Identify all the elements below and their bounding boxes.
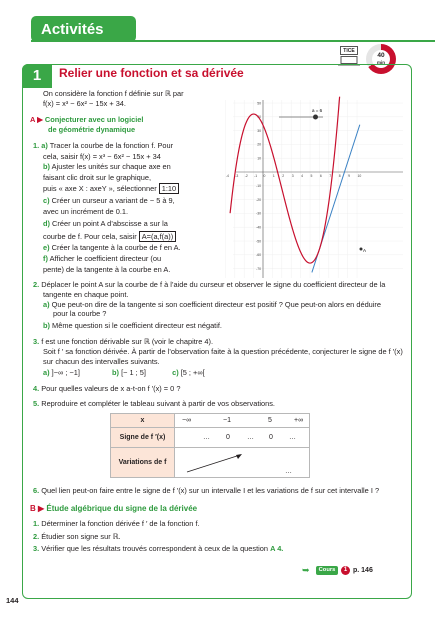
y-tick-label: 20 <box>257 142 261 147</box>
part-b-questions <box>33 518 408 556</box>
x-tick-label: 5 <box>310 174 313 178</box>
q1b-label: b) <box>43 162 50 172</box>
table-row-sign <box>111 428 310 448</box>
b3-text: Vérifier que les résultats trouvés correspondent à ceux de la question <box>41 544 269 553</box>
q1a-label: a) <box>41 141 48 150</box>
activity-title: Relier une fonction et sa dérivée <box>59 66 244 80</box>
graph-background <box>233 100 403 278</box>
slider-label: a = 6 <box>312 108 323 113</box>
sign-zero-2: 0 <box>269 434 273 441</box>
part-b-letter: B <box>30 504 36 513</box>
question-1 <box>33 141 233 275</box>
q2b-label: b) <box>43 321 50 331</box>
part-b-title: Étude algébrique du signe de la dérivée <box>46 504 198 513</box>
function-graph <box>225 100 403 278</box>
x-tick-label: 2 <box>282 174 285 178</box>
table-row-variation <box>111 448 310 478</box>
x-tick-label: 7 <box>329 174 332 178</box>
q1b-line-2: faisant clic droit sur le graphique, <box>43 172 152 182</box>
part-a-title-1: Conjecturer avec un logiciel <box>44 115 144 124</box>
q1d-line-2: courbe de f. Pour cela, saisir <box>43 231 137 241</box>
x-tick-label: -2 <box>244 174 248 178</box>
intro <box>43 89 233 109</box>
b2-text: Étudier son signe sur ℝ. <box>41 531 121 541</box>
y-tick-label: -70 <box>256 266 261 271</box>
x-tick-label: -3 <box>235 174 239 178</box>
b1-number: 1. <box>33 519 40 528</box>
axis-ratio-box: 1:10 <box>159 183 179 194</box>
y-tick-label: 30 <box>257 128 261 133</box>
q1e-line-1: Créer la tangente à la courbe de f en A. <box>51 243 181 253</box>
point-a-label: A <box>363 248 367 253</box>
y-tick-label: -40 <box>256 225 261 230</box>
table-row-x <box>111 414 310 428</box>
x-minus-inf: −∞ <box>182 417 192 424</box>
q3a-interval: ]−∞ ; −1] <box>51 368 80 378</box>
x-tick-label: -4 <box>225 174 229 178</box>
q1d-label: d) <box>43 219 50 229</box>
q2-line-2: tangente en chaque point. <box>43 289 129 299</box>
x-tick-label: 1 <box>272 174 275 178</box>
sign-cell-2: … <box>247 434 254 441</box>
page-ref[interactable]: p. 146 <box>353 567 373 574</box>
sign-cell-1: … <box>203 434 210 441</box>
header-rule <box>31 40 435 42</box>
table-sign-header: Signe de f ′(x) <box>111 428 175 448</box>
q1c-line-1: Créer un curseur a variant de − 5 à 9, <box>51 195 175 205</box>
x-tick-label: 6 <box>319 174 322 178</box>
q2a-label: a) <box>43 299 50 309</box>
x-tick-label: 0 <box>263 174 266 178</box>
b3-number: 3. <box>33 544 40 553</box>
decreasing-arrow-icon <box>185 451 245 475</box>
slider-handle[interactable] <box>313 115 318 120</box>
q4-text: Pour quelles valeurs de x a-t-on f ′(x) = 0 ? <box>41 384 181 393</box>
y-tick-label: 40 <box>257 115 261 120</box>
q1f-line-2: pente) de la tangente à la courbe en A. <box>43 264 171 274</box>
intro-line-1: On considère la fonction f définie sur ℝ par <box>43 89 184 98</box>
triangle-icon: ▶ <box>35 115 45 124</box>
cours-number[interactable]: 1 <box>341 566 350 575</box>
question-3 <box>33 337 408 378</box>
q3-line-1: f est une fonction dérivable sur ℝ (voir le chapitre 4). <box>41 337 214 346</box>
y-tick-label: -50 <box>256 239 261 244</box>
q1b-line-1: Ajuster les unités sur chaque axe en <box>51 162 171 172</box>
part-a-title-2: de géométrie dynamique <box>48 124 136 134</box>
arrow-icon: ➥ <box>302 565 310 575</box>
y-tick-label: -20 <box>256 197 261 202</box>
q3b-label: b) <box>112 368 120 378</box>
x-tick-label: 4 <box>301 174 303 178</box>
part-b-heading <box>30 504 330 515</box>
y-tick-label: -60 <box>256 253 261 258</box>
question-4 <box>33 384 408 394</box>
x-tick-label: 9 <box>348 174 350 178</box>
q2a-line-2: pour la courbe ? <box>53 309 107 319</box>
y-tick-label: -10 <box>256 184 261 189</box>
q1d-line-1: Créer un point A d’abscisse a sur la <box>52 219 168 229</box>
y-tick-label: 50 <box>257 101 261 106</box>
table-variation-values <box>175 448 310 478</box>
intro-line-2: f(x) = x³ − 6x² − 15x + 34. <box>43 98 126 108</box>
point-command-box: A=(a,f(a)) <box>139 231 176 242</box>
q1a-line-2: cela, saisir f(x) = x³ − 6x² − 15x + 34 <box>43 151 161 161</box>
q2-number: 2. <box>33 280 40 289</box>
q1c-label: c) <box>43 195 50 205</box>
y-tick-label: -30 <box>256 211 261 216</box>
q3-number: 3. <box>33 337 40 346</box>
q3-line-3: sur chacun des intervalles suivants. <box>43 356 160 366</box>
question-5 <box>33 399 408 409</box>
duration-value: 40 <box>377 52 385 59</box>
cours-badge[interactable]: Cours <box>316 566 338 575</box>
x-tick-label: 3 <box>291 174 294 178</box>
q1c-line-2: avec un incrément de 0.1. <box>43 206 129 216</box>
q2a-line-1: Que peut-on dire de la tangente si son coefficient directeur est positif ? Que peut-on alors en déduire <box>51 299 382 309</box>
sign-cell-3: … <box>289 434 296 441</box>
q1b-line-3: puis « axe X : axeY », sélectionner <box>43 184 157 194</box>
tice-badge: TICE <box>340 46 358 55</box>
q6-text: Quel lien peut-on faire entre le signe de f ′(x) sur un intervalle I et les variations de f sur cet intervalle I ? <box>41 486 380 495</box>
q3b-interval: [− 1 ; 5] <box>121 368 146 378</box>
x-five: 5 <box>268 417 272 424</box>
activity-number: 1 <box>22 64 52 88</box>
b1-text: Déterminer la fonction dérivée f ′ de la fonction f. <box>41 519 200 528</box>
table-x-values <box>175 414 310 428</box>
variation-dots: … <box>285 468 292 475</box>
q1f-line-1: Afficher le coefficient directeur (ou <box>49 253 162 263</box>
q3a-label: a) <box>43 368 50 378</box>
page-number: 144 <box>6 596 19 605</box>
part-a-letter: A <box>30 115 36 124</box>
table-sign-values <box>175 428 310 448</box>
q5-text: Reproduire et compléter le tableau suivant à partir de vos observations. <box>41 399 275 408</box>
x-minus-one: −1 <box>223 417 231 424</box>
duration-unit: min <box>376 60 385 65</box>
x-tick-label: 8 <box>338 174 341 178</box>
x-plus-inf: +∞ <box>294 417 304 424</box>
section-title: Activités <box>41 21 104 38</box>
q3c-interval: [5 ; +∞[ <box>180 368 205 378</box>
q3-line-2: Soit f ′ sa fonction dérivée. À partir de l’observation faite à la question précédente, conjecturer le signe de f ′(x) <box>43 346 403 356</box>
b3-ref: A 4. <box>270 544 284 553</box>
q4-number: 4. <box>33 384 40 393</box>
table-x-header: x <box>111 414 175 428</box>
section-tab <box>31 16 136 42</box>
part-a-heading <box>30 115 230 135</box>
q6-number: 6. <box>33 486 40 495</box>
question-2 <box>33 280 408 331</box>
table-variation-header: Variations de f <box>111 448 175 478</box>
triangle-icon: ▶ <box>35 504 47 513</box>
sign-zero-1: 0 <box>226 434 230 441</box>
q3c-label: c) <box>172 368 179 378</box>
q5-number: 5. <box>33 399 40 408</box>
b2-number: 2. <box>33 531 40 541</box>
variation-table <box>110 413 310 478</box>
q2-line-1: Déplacer le point A sur la courbe de f à l’aide du curseur et observer le signe du coefficient directeur de la <box>41 280 386 289</box>
question-6 <box>33 486 408 496</box>
q1-number: 1. <box>33 141 40 150</box>
q1e-label: e) <box>43 243 50 253</box>
x-tick-label: 10 <box>357 174 362 178</box>
q1f-label: f) <box>43 253 48 263</box>
x-tick-label: -1 <box>254 174 258 178</box>
y-tick-label: 10 <box>257 156 261 161</box>
q2b-line-1: Même question si le coefficient directeur est négatif. <box>52 321 222 331</box>
q1a-line-1: Tracer la courbe de la fonction f. Pour <box>49 141 174 150</box>
